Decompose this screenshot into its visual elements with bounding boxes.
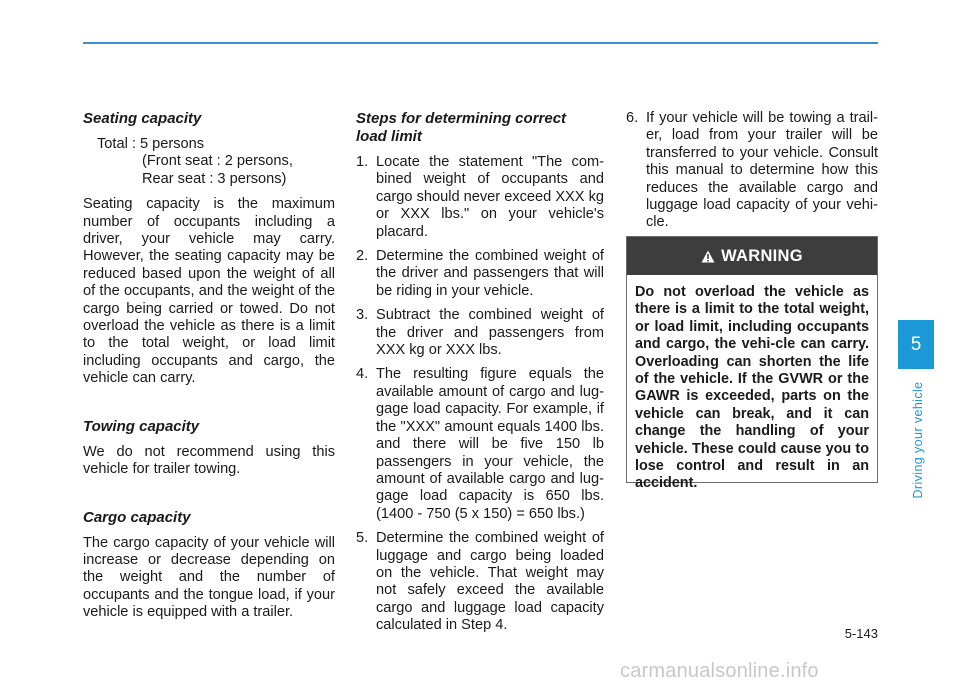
top-rule [83, 42, 878, 44]
warning-header [627, 237, 877, 275]
seating-rear: Rear seat : 3 persons) [142, 170, 287, 187]
warning-title: WARNING [721, 246, 803, 265]
warning-triangle-icon [701, 250, 715, 263]
page-number: 5-143 [844, 626, 878, 641]
seating-total: Total : 5 persons [97, 136, 205, 152]
towing-capacity-body: We do not recommend using this vehicle for trailer towing. [83, 443, 335, 478]
chapter-tab [898, 320, 934, 369]
chapter-number: 5 [910, 333, 922, 355]
chapter-title-vertical [906, 380, 930, 500]
cargo-capacity-body: The cargo capacity of your vehicle will increase or decrease depending on the weight and the number of occupants and the tongue load, if your vehicle is equipped with a trailer. [83, 534, 335, 621]
column-middle [356, 110, 604, 642]
column-left [83, 110, 335, 630]
seating-capacity-heading: Seating capacity [83, 110, 202, 127]
towing-capacity-heading: Towing capacity [83, 417, 200, 435]
steps-list [356, 154, 604, 635]
list-item: 3. Subtract the combined weight of the driver and passengers from XXX kg or XXX lbs. [356, 307, 604, 359]
list-item: 4. The resulting figure equals the available amount of cargo and lug-gage load capacity. For example, if the "XXX" amount equals 1400 lbs. and there will be five 150 lb passengers in your vehicle, the amount of available cargo and lug-gage load capacity is 650 lbs. (1400 - 750 (5 x 150) = 650 lbs.) [356, 366, 604, 522]
watermark: carmanualsonline.info [620, 660, 819, 682]
column-right [626, 110, 878, 239]
warning-box [626, 236, 878, 492]
warning-text: Do not overload the vehicle as there is a limit to the total weight, or load limit, including occupants and cargo, the vehi-cle can carry. Overloading can shorten the life of the vehicle. If the GVWR or the GAWR is exceeded, parts on the vehicle can break, and it can change the handling of your vehicle. These could cause you to lose control and result in an accident. [635, 284, 869, 492]
steps-heading: Steps for determining correct load limit [356, 110, 567, 145]
list-item: 6. If your vehicle will be towing a trail-er, load from your trailer will be transferred to your vehicle. Consult this manual to determine how this reduces the available cargo and luggage load capacity of your vehi-cle. [626, 110, 878, 231]
list-item: 1. Locate the statement "The com-bined weight of occupants and cargo should never exceed XXX kg or XXX lbs." on your vehicle's placard. [356, 154, 604, 240]
steps-list-continued [626, 110, 878, 232]
seating-front: (Front seat : 2 persons, [142, 153, 293, 170]
list-item: 5. Determine the combined weight of luggage and cargo being loaded on the vehicle. That weight may not safely exceed the available cargo and luggage load capacity calculated in Step 4. [356, 530, 604, 634]
seating-capacity-body: Seating capacity is the maximum number of occupants including a driver, your vehicle may carry. However, the seating capacity may be reduced based upon the weight of all of the occupants, and the weight of the cargo being carried or towed. Do not overload the vehicle as there is a limit to the total weight, or load limit including occupants and cargo, the vehicle can carry. [83, 196, 335, 387]
list-item: 2. Determine the combined weight of the driver and passengers that will be riding in your vehicle. [356, 248, 604, 299]
cargo-capacity-heading: Cargo capacity [83, 508, 191, 526]
chapter-title: Driving your vehicle [911, 381, 925, 499]
